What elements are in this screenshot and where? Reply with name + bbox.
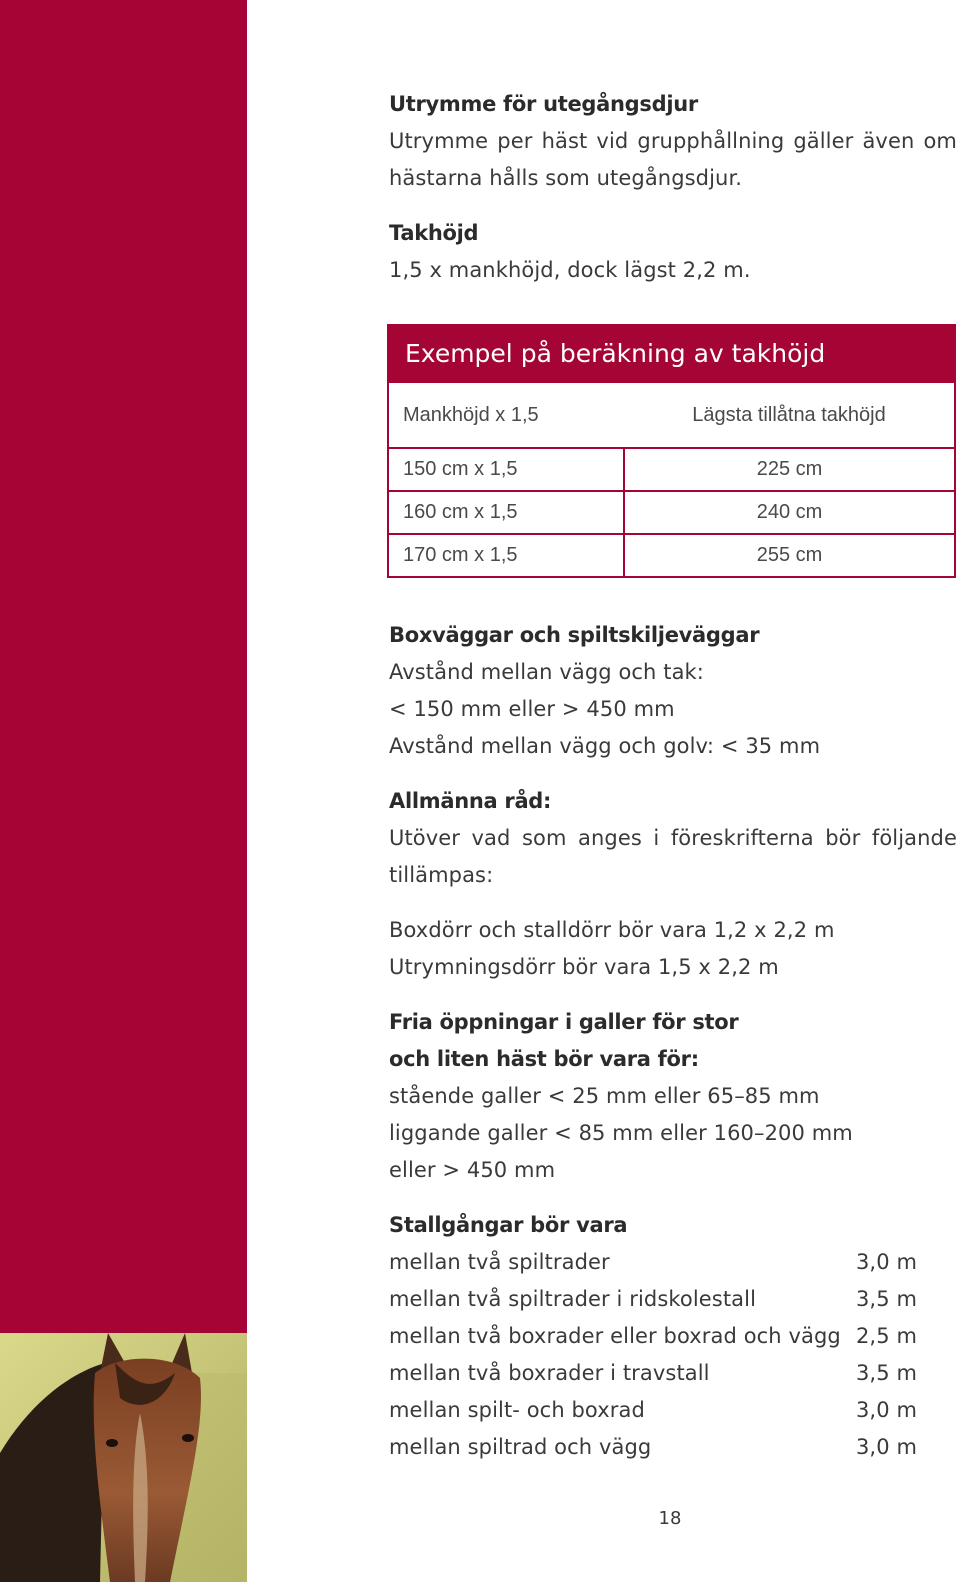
- distance-row: [389, 1355, 917, 1392]
- distance-label: mellan två spiltrader: [389, 1250, 610, 1274]
- distance-row: [389, 1392, 917, 1429]
- table-cell: 170 cm x 1,5: [388, 534, 624, 577]
- table-header-row: [388, 382, 955, 448]
- distance-label: mellan två boxrader eller boxrad och vägg: [389, 1324, 841, 1348]
- column-header-takhojd: Lägsta tillåtna takhöjd: [624, 382, 955, 448]
- text-line: Utöver vad som anges i föreskrifterna bör följande: [389, 826, 957, 850]
- heading-utegang: Utrymme för utegångsdjur: [389, 92, 698, 116]
- distance-row: [389, 1244, 917, 1281]
- table-cell: 225 cm: [624, 448, 955, 491]
- distance-label: mellan spiltrad och vägg: [389, 1435, 652, 1459]
- distance-label: mellan två spiltrader i ridskolestall: [389, 1287, 757, 1311]
- page-number: 18: [658, 1508, 682, 1529]
- text-line: 1,5 x mankhöjd, dock lägst 2,2 m.: [389, 258, 751, 282]
- horse-photo: [0, 1333, 247, 1582]
- table-title: Exempel på beräkning av takhöjd: [388, 325, 955, 382]
- heading-galler-cont: och liten häst bör vara för:: [389, 1047, 699, 1071]
- distance-value: 3,0 m: [855, 1250, 917, 1274]
- section-takhojd: [389, 215, 957, 289]
- lower-content: [389, 617, 957, 1466]
- column-header-mankhojd: Mankhöjd x 1,5: [388, 382, 624, 448]
- text-line: hästarna hålls som utegångsdjur.: [389, 166, 743, 190]
- section-dorrar: [389, 912, 957, 986]
- section-utegang: [389, 86, 957, 197]
- table-cell: 255 cm: [624, 534, 955, 577]
- distance-row: [389, 1281, 917, 1318]
- distance-value: 3,5 m: [855, 1287, 917, 1311]
- section-galler: [389, 1004, 957, 1189]
- table-cell: 240 cm: [624, 491, 955, 534]
- text-line: Avstånd mellan vägg och tak:: [389, 660, 704, 684]
- heading-allmanna: Allmänna råd:: [389, 789, 552, 813]
- main-content: [389, 86, 957, 289]
- distance-value: 2,5 m: [855, 1324, 917, 1348]
- text-line: stående galler < 25 mm eller 65–85 mm: [389, 1084, 820, 1108]
- distance-value: 3,0 m: [855, 1398, 917, 1422]
- distance-row: [389, 1429, 917, 1466]
- text-line: liggande galler < 85 mm eller 160–200 mm: [389, 1121, 853, 1145]
- distance-value: 3,5 m: [855, 1361, 917, 1385]
- text-line: tillämpas:: [389, 863, 494, 887]
- heading-galler: Fria öppningar i galler för stor: [389, 1010, 739, 1034]
- text-line: Utrymme per häst vid grupphållning gäller även om: [389, 129, 957, 153]
- section-stallgangar: [389, 1207, 957, 1466]
- distance-label: mellan spilt- och boxrad: [389, 1398, 645, 1422]
- table-cell: 150 cm x 1,5: [388, 448, 624, 491]
- table-row: [388, 491, 955, 534]
- heading-stallgangar: Stallgångar bör vara: [389, 1213, 628, 1237]
- text-line: eller > 450 mm: [389, 1158, 556, 1182]
- section-allmanna: [389, 783, 957, 894]
- table-row: [388, 534, 955, 577]
- table-row: [388, 448, 955, 491]
- heading-boxvaggar: Boxväggar och spiltskiljeväggar: [389, 623, 760, 647]
- text-line: Avstånd mellan vägg och golv: < 35 mm: [389, 734, 821, 758]
- table-cell: 160 cm x 1,5: [388, 491, 624, 534]
- takhojd-calculation-table: [387, 324, 956, 578]
- text-line: < 150 mm eller > 450 mm: [389, 697, 675, 721]
- distance-label: mellan två boxrader i travstall: [389, 1361, 710, 1385]
- distance-row: [389, 1318, 917, 1355]
- text-line: Boxdörr och stalldörr bör vara 1,2 x 2,2 m: [389, 918, 835, 942]
- distance-value: 3,0 m: [855, 1435, 917, 1459]
- heading-takhojd: Takhöjd: [389, 221, 479, 245]
- text-line: Utrymningsdörr bör vara 1,5 x 2,2 m: [389, 955, 779, 979]
- section-boxvaggar: [389, 617, 957, 765]
